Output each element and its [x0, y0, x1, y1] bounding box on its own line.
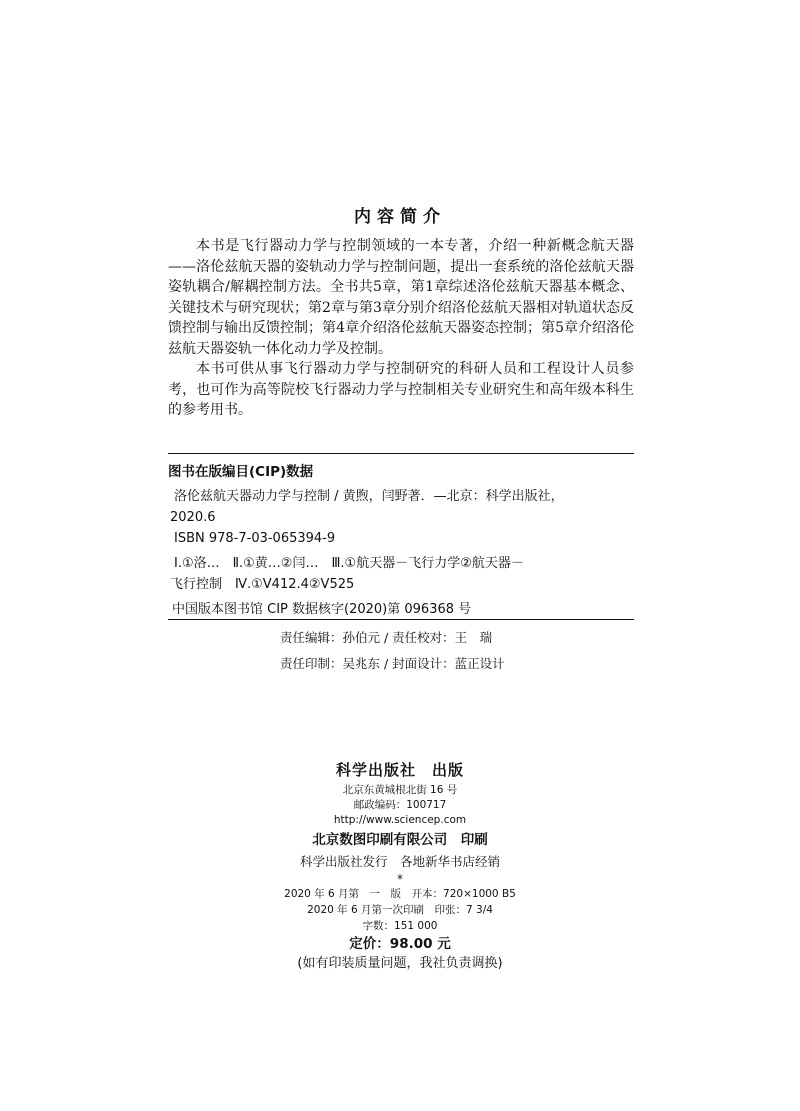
cip-entry-line-1: 洛伦兹航天器动力学与控制 / 黄煦，闫野著．—北京：科学出版社，: [174, 489, 564, 504]
editors-line-1: 责任编辑：孙伯元 / 责任校对：王 瑞: [280, 630, 493, 645]
quality-notice: (如有印装质量问题，我社负责调换): [297, 956, 503, 971]
price-line: 定价：98.00 元: [349, 936, 451, 952]
wordcount-line: 字数：151 000: [362, 920, 438, 932]
publisher-postcode: 邮政编码：100717: [353, 799, 447, 811]
summary-paragraph-1: 本书是飞行器动力学与控制领域的一本专著，介绍一种新概念航天器——洛伦兹航天器的姿轨动力学与控制问题，提出一套系统的洛伦兹航天器姿轨耦合/解耦控制方法。全书共5章，第1章综述洛伦兹航天器基本概念、关键技术与研究现状；第2章与第3章分别介绍洛伦兹航天器相对轨道状态反馈控制与输出反馈控制；第4章介绍洛伦兹航天器姿态控制；第5章介绍洛伦兹航天器姿轨一体化动力学及控制。: [168, 238, 634, 357]
cip-classes-line-2: 飞行控制 Ⅳ.①V412.4②V525: [170, 577, 355, 592]
summary-body: [168, 236, 634, 421]
printing-line: 2020 年 6 月第一次印刷 印张：7 3/4: [307, 904, 493, 916]
cip-top-rule: [168, 453, 634, 454]
summary-title: 内容简介: [354, 207, 446, 227]
cip-title: 图书在版编目(CIP)数据: [168, 464, 314, 480]
cip-bottom-rule: [168, 619, 634, 620]
summary-paragraph-2: 本书可供从事飞行器动力学与控制研究的科研人员和工程设计人员参考，也可作为高等院校飞行器动力学与控制相关专业研究生和高年级本科生的参考用书。: [168, 361, 634, 418]
printer-line: 北京数图印刷有限公司 印刷: [312, 832, 488, 848]
cip-entry-line-2: 2020.6: [170, 510, 216, 525]
imprint-block: [0, 757, 800, 974]
publisher-website: http://www.sciencep.com: [333, 814, 467, 826]
editors-block: [280, 625, 505, 677]
editors-line-2: 责任印制：吴兆东 / 封面设计：蓝正设计: [280, 656, 505, 671]
distribution-line: 科学出版社发行 各地新华书店经销: [299, 854, 500, 869]
cip-classes-line-1: Ⅰ.①洛… Ⅱ.①黄…②闫… Ⅲ.①航天器－飞行力学②航天器－: [174, 556, 524, 571]
cip-verify-number: 中国版本图书馆 CIP 数据核字(2020)第 096368 号: [172, 602, 472, 617]
publisher-line: 科学出版社 出版: [335, 761, 464, 779]
separator-asterisk: *: [397, 872, 403, 886]
publisher-address: 北京东黄城根北街 16 号: [342, 784, 458, 796]
cip-block: [168, 460, 634, 620]
edition-line: 2020 年 6 月第 一 版 开本：720×1000 B5: [284, 888, 516, 900]
cip-isbn: ISBN 978-7-03-065394-9: [174, 531, 336, 546]
